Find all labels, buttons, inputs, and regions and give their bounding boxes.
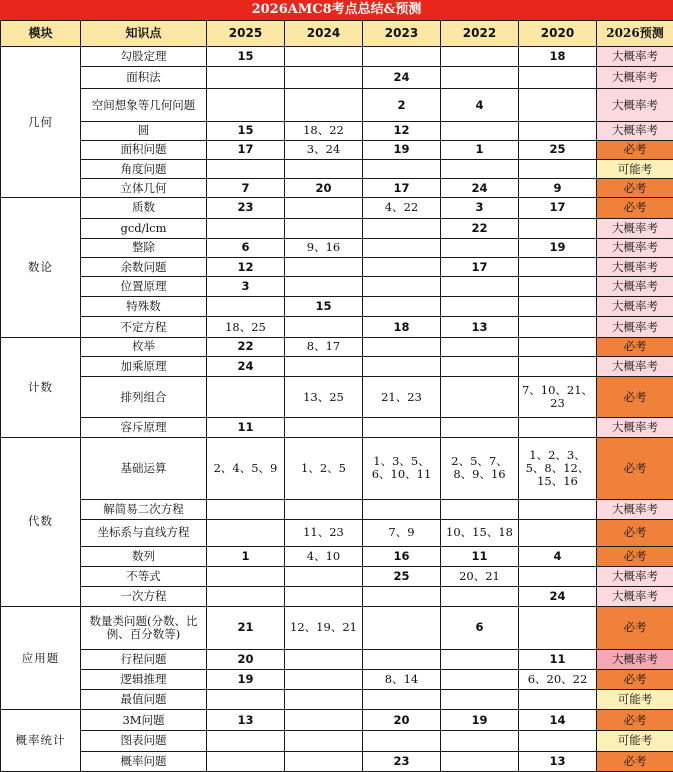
prediction-cell: 必考 xyxy=(597,337,673,356)
year-cell-2020 xyxy=(519,317,597,337)
year-cell-2025 xyxy=(207,731,285,751)
year-cell-2022 xyxy=(441,121,519,140)
year-cell-2025: 13 xyxy=(207,710,285,731)
year-cell-2024 xyxy=(285,198,363,218)
year-cell-2022 xyxy=(441,356,519,376)
table-row xyxy=(1,218,673,238)
year-cell-2020 xyxy=(519,566,597,586)
year-cell-2025 xyxy=(207,218,285,238)
year-cell-2022: 20、21 xyxy=(441,566,519,586)
header-year-2024: 2024 xyxy=(285,21,363,47)
header-year-2020: 2020 xyxy=(519,21,597,47)
year-cell-2024 xyxy=(285,67,363,89)
year-cell-2023 xyxy=(363,47,441,67)
topic-cell: 质数 xyxy=(81,198,207,218)
topic-cell: 勾股定理 xyxy=(81,47,207,67)
year-cell-2020: 11 xyxy=(519,649,597,669)
topic-cell: 数量类问题(分数、比例、百分数等) xyxy=(81,607,207,649)
topic-cell: 圆 xyxy=(81,121,207,140)
table-row xyxy=(1,377,673,418)
table-row xyxy=(1,520,673,546)
module-cell: 应用题 xyxy=(1,607,81,710)
year-cell-2024 xyxy=(285,731,363,751)
year-cell-2020: 17 xyxy=(519,198,597,218)
year-cell-2025: 18、25 xyxy=(207,317,285,337)
prediction-cell: 可能考 xyxy=(597,731,673,751)
year-cell-2025: 21 xyxy=(207,607,285,649)
year-cell-2025: 20 xyxy=(207,649,285,669)
year-cell-2024 xyxy=(285,649,363,669)
table-row xyxy=(1,337,673,356)
year-cell-2022 xyxy=(441,277,519,297)
year-cell-2024: 20 xyxy=(285,179,363,198)
prediction-cell: 大概率考 xyxy=(597,418,673,437)
year-cell-2020: 9 xyxy=(519,179,597,198)
year-cell-2022: 13 xyxy=(441,317,519,337)
prediction-cell: 必考 xyxy=(597,140,673,159)
module-cell: 几何 xyxy=(1,47,81,198)
year-cell-2024: 11、23 xyxy=(285,520,363,546)
year-cell-2022 xyxy=(441,751,519,771)
module-cell: 数论 xyxy=(1,198,81,337)
year-cell-2023 xyxy=(363,607,441,649)
year-cell-2020 xyxy=(519,689,597,709)
table-row xyxy=(1,67,673,89)
year-cell-2022 xyxy=(441,669,519,689)
year-cell-2023: 24 xyxy=(363,67,441,89)
year-cell-2022 xyxy=(441,377,519,418)
year-cell-2022: 17 xyxy=(441,257,519,276)
table-row xyxy=(1,751,673,771)
header-topic: 知识点 xyxy=(81,21,207,47)
prediction-cell: 必考 xyxy=(597,377,673,418)
year-cell-2024 xyxy=(285,710,363,731)
year-cell-2022 xyxy=(441,731,519,751)
year-cell-2025 xyxy=(207,160,285,179)
year-cell-2025: 17 xyxy=(207,140,285,159)
table-row xyxy=(1,689,673,709)
year-cell-2024: 15 xyxy=(285,297,363,317)
year-cell-2024 xyxy=(285,317,363,337)
topic-cell: gcd/lcm xyxy=(81,218,207,238)
prediction-cell: 大概率考 xyxy=(597,586,673,606)
year-cell-2022: 11 xyxy=(441,546,519,566)
year-cell-2022 xyxy=(441,297,519,317)
year-cell-2024 xyxy=(285,47,363,67)
topic-cell: 坐标系与直线方程 xyxy=(81,520,207,546)
prediction-cell: 大概率考 xyxy=(597,121,673,140)
prediction-cell: 大概率考 xyxy=(597,356,673,376)
year-cell-2023: 8、14 xyxy=(363,669,441,689)
year-cell-2023 xyxy=(363,238,441,257)
table-row xyxy=(1,649,673,669)
year-cell-2022: 4 xyxy=(441,89,519,121)
year-cell-2023 xyxy=(363,297,441,317)
topic-cell: 特殊数 xyxy=(81,297,207,317)
year-cell-2023: 7、9 xyxy=(363,520,441,546)
year-cell-2023: 18 xyxy=(363,317,441,337)
year-cell-2024 xyxy=(285,218,363,238)
topic-cell: 逻辑推理 xyxy=(81,669,207,689)
year-cell-2024 xyxy=(285,586,363,606)
prediction-cell: 大概率考 xyxy=(597,89,673,121)
year-cell-2022: 22 xyxy=(441,218,519,238)
year-cell-2022 xyxy=(441,649,519,669)
topic-cell: 一次方程 xyxy=(81,586,207,606)
year-cell-2025: 23 xyxy=(207,198,285,218)
prediction-cell: 必考 xyxy=(597,710,673,731)
prediction-cell: 必考 xyxy=(597,751,673,771)
year-cell-2023 xyxy=(363,356,441,376)
year-cell-2020 xyxy=(519,121,597,140)
year-cell-2020 xyxy=(519,67,597,89)
year-cell-2023: 1、3、5、6、10、11 xyxy=(363,437,441,500)
year-cell-2024: 13、25 xyxy=(285,377,363,418)
table-row xyxy=(1,586,673,606)
header-year-2023: 2023 xyxy=(363,21,441,47)
year-cell-2023 xyxy=(363,418,441,437)
year-cell-2024 xyxy=(285,669,363,689)
table-row xyxy=(1,257,673,276)
year-cell-2022: 6 xyxy=(441,607,519,649)
year-cell-2022 xyxy=(441,67,519,89)
table-row xyxy=(1,140,673,159)
topic-cell: 加乘原理 xyxy=(81,356,207,376)
prediction-cell: 大概率考 xyxy=(597,257,673,276)
year-cell-2024 xyxy=(285,566,363,586)
year-cell-2020 xyxy=(519,218,597,238)
topic-cell: 不定方程 xyxy=(81,317,207,337)
prediction-cell: 必考 xyxy=(597,669,673,689)
module-cell: 代数 xyxy=(1,437,81,607)
year-cell-2022 xyxy=(441,47,519,67)
prediction-cell: 大概率考 xyxy=(597,67,673,89)
year-cell-2025: 2、4、5、9 xyxy=(207,437,285,500)
year-cell-2020 xyxy=(519,337,597,356)
table-row xyxy=(1,669,673,689)
exam-topics-table xyxy=(0,20,673,772)
year-cell-2025 xyxy=(207,67,285,89)
year-cell-2024: 1、2、5 xyxy=(285,437,363,500)
year-cell-2024 xyxy=(285,500,363,520)
header-year-2022: 2022 xyxy=(441,21,519,47)
year-cell-2022 xyxy=(441,586,519,606)
table-row xyxy=(1,89,673,121)
year-cell-2022 xyxy=(441,238,519,257)
prediction-cell: 大概率考 xyxy=(597,317,673,337)
topic-cell: 角度问题 xyxy=(81,160,207,179)
prediction-cell: 必考 xyxy=(597,520,673,546)
year-cell-2023: 12 xyxy=(363,121,441,140)
year-cell-2024: 4、10 xyxy=(285,546,363,566)
year-cell-2020 xyxy=(519,418,597,437)
prediction-cell: 必考 xyxy=(597,607,673,649)
topic-cell: 3M问题 xyxy=(81,710,207,731)
year-cell-2023 xyxy=(363,586,441,606)
year-cell-2020 xyxy=(519,731,597,751)
year-cell-2024: 12、19、21 xyxy=(285,607,363,649)
year-cell-2022: 19 xyxy=(441,710,519,731)
prediction-cell: 必考 xyxy=(597,179,673,198)
topic-cell: 整除 xyxy=(81,238,207,257)
year-cell-2022: 24 xyxy=(441,179,519,198)
year-cell-2024: 18、22 xyxy=(285,121,363,140)
year-cell-2020: 7、10、21、23 xyxy=(519,377,597,418)
prediction-cell: 大概率考 xyxy=(597,500,673,520)
year-cell-2022: 2、5、7、8、9、16 xyxy=(441,437,519,500)
year-cell-2024 xyxy=(285,356,363,376)
year-cell-2025: 22 xyxy=(207,337,285,356)
topic-cell: 最值问题 xyxy=(81,689,207,709)
year-cell-2020: 24 xyxy=(519,586,597,606)
topic-cell: 图表问题 xyxy=(81,731,207,751)
table-row xyxy=(1,500,673,520)
prediction-cell: 可能考 xyxy=(597,160,673,179)
module-cell: 计数 xyxy=(1,337,81,437)
table-body xyxy=(1,47,673,772)
year-cell-2023 xyxy=(363,218,441,238)
year-cell-2025 xyxy=(207,751,285,771)
year-cell-2023: 25 xyxy=(363,566,441,586)
topic-cell: 空间想象等几何问题 xyxy=(81,89,207,121)
year-cell-2020 xyxy=(519,297,597,317)
year-cell-2023: 4、22 xyxy=(363,198,441,218)
year-cell-2025: 19 xyxy=(207,669,285,689)
topic-cell: 位置原理 xyxy=(81,277,207,297)
topic-cell: 立体几何 xyxy=(81,179,207,198)
table-row xyxy=(1,710,673,731)
table-row xyxy=(1,297,673,317)
year-cell-2020 xyxy=(519,277,597,297)
table-row xyxy=(1,317,673,337)
header-year-2025: 2025 xyxy=(207,21,285,47)
year-cell-2025 xyxy=(207,89,285,121)
year-cell-2023 xyxy=(363,731,441,751)
year-cell-2020 xyxy=(519,356,597,376)
prediction-cell: 必考 xyxy=(597,546,673,566)
year-cell-2025: 6 xyxy=(207,238,285,257)
topic-cell: 枚举 xyxy=(81,337,207,356)
topic-cell: 数列 xyxy=(81,546,207,566)
year-cell-2024 xyxy=(285,277,363,297)
topic-cell: 余数问题 xyxy=(81,257,207,276)
year-cell-2025 xyxy=(207,689,285,709)
table-row xyxy=(1,179,673,198)
topic-cell: 排列组合 xyxy=(81,377,207,418)
prediction-cell: 必考 xyxy=(597,198,673,218)
prediction-cell: 大概率考 xyxy=(597,297,673,317)
year-cell-2025 xyxy=(207,566,285,586)
year-cell-2025 xyxy=(207,520,285,546)
year-cell-2020: 4 xyxy=(519,546,597,566)
year-cell-2020: 14 xyxy=(519,710,597,731)
year-cell-2020: 18 xyxy=(519,47,597,67)
year-cell-2025: 15 xyxy=(207,47,285,67)
year-cell-2023 xyxy=(363,337,441,356)
year-cell-2020 xyxy=(519,500,597,520)
table-row xyxy=(1,607,673,649)
year-cell-2025: 15 xyxy=(207,121,285,140)
year-cell-2024 xyxy=(285,418,363,437)
table-row xyxy=(1,731,673,751)
year-cell-2020 xyxy=(519,520,597,546)
year-cell-2020: 1、2、3、5、8、12、15、16 xyxy=(519,437,597,500)
year-cell-2020: 19 xyxy=(519,238,597,257)
table-row xyxy=(1,47,673,67)
year-cell-2020 xyxy=(519,89,597,121)
year-cell-2024: 3、24 xyxy=(285,140,363,159)
prediction-cell: 大概率考 xyxy=(597,47,673,67)
year-cell-2020: 6、20、22 xyxy=(519,669,597,689)
year-cell-2024 xyxy=(285,89,363,121)
page-title: 2026AMC8考点总结&预测 xyxy=(0,0,673,20)
year-cell-2022 xyxy=(441,500,519,520)
year-cell-2025: 11 xyxy=(207,418,285,437)
year-cell-2024 xyxy=(285,751,363,771)
header-prediction: 2026预测 xyxy=(597,21,673,47)
topic-cell: 基础运算 xyxy=(81,437,207,500)
year-cell-2022: 10、15、18 xyxy=(441,520,519,546)
year-cell-2025: 1 xyxy=(207,546,285,566)
year-cell-2023: 16 xyxy=(363,546,441,566)
table-row xyxy=(1,198,673,218)
year-cell-2022 xyxy=(441,337,519,356)
year-cell-2023: 2 xyxy=(363,89,441,121)
prediction-cell: 大概率考 xyxy=(597,238,673,257)
year-cell-2025: 7 xyxy=(207,179,285,198)
year-cell-2020 xyxy=(519,607,597,649)
table-row xyxy=(1,437,673,500)
topic-cell: 容斥原理 xyxy=(81,418,207,437)
year-cell-2020: 13 xyxy=(519,751,597,771)
year-cell-2023 xyxy=(363,160,441,179)
prediction-cell: 大概率考 xyxy=(597,218,673,238)
year-cell-2022: 1 xyxy=(441,140,519,159)
header-row xyxy=(1,21,673,47)
year-cell-2022: 3 xyxy=(441,198,519,218)
table-row xyxy=(1,566,673,586)
prediction-cell: 大概率考 xyxy=(597,277,673,297)
year-cell-2023 xyxy=(363,649,441,669)
year-cell-2020 xyxy=(519,160,597,179)
year-cell-2023: 19 xyxy=(363,140,441,159)
year-cell-2023 xyxy=(363,277,441,297)
year-cell-2024 xyxy=(285,689,363,709)
prediction-cell: 大概率考 xyxy=(597,649,673,669)
topic-cell: 概率问题 xyxy=(81,751,207,771)
year-cell-2025 xyxy=(207,297,285,317)
year-cell-2024 xyxy=(285,257,363,276)
table-row xyxy=(1,160,673,179)
topic-cell: 行程问题 xyxy=(81,649,207,669)
module-cell: 概率统计 xyxy=(1,710,81,772)
year-cell-2023: 21、23 xyxy=(363,377,441,418)
year-cell-2025 xyxy=(207,377,285,418)
year-cell-2022 xyxy=(441,418,519,437)
topic-cell: 面积问题 xyxy=(81,140,207,159)
year-cell-2023 xyxy=(363,500,441,520)
topic-cell: 面积法 xyxy=(81,67,207,89)
year-cell-2022 xyxy=(441,160,519,179)
year-cell-2025: 12 xyxy=(207,257,285,276)
table-row xyxy=(1,546,673,566)
topic-cell: 不等式 xyxy=(81,566,207,586)
year-cell-2020: 25 xyxy=(519,140,597,159)
year-cell-2023: 17 xyxy=(363,179,441,198)
header-module: 模块 xyxy=(1,21,81,47)
prediction-cell: 大概率考 xyxy=(597,566,673,586)
year-cell-2024: 8、17 xyxy=(285,337,363,356)
prediction-cell: 可能考 xyxy=(597,689,673,709)
year-cell-2023 xyxy=(363,689,441,709)
prediction-cell: 必考 xyxy=(597,437,673,500)
table-row xyxy=(1,121,673,140)
year-cell-2023: 20 xyxy=(363,710,441,731)
year-cell-2024: 9、16 xyxy=(285,238,363,257)
table-row xyxy=(1,238,673,257)
year-cell-2023: 23 xyxy=(363,751,441,771)
year-cell-2020 xyxy=(519,257,597,276)
table-row xyxy=(1,277,673,297)
year-cell-2025 xyxy=(207,586,285,606)
topic-cell: 解简易二次方程 xyxy=(81,500,207,520)
year-cell-2025: 3 xyxy=(207,277,285,297)
year-cell-2022 xyxy=(441,689,519,709)
year-cell-2023 xyxy=(363,257,441,276)
year-cell-2024 xyxy=(285,160,363,179)
table-row xyxy=(1,356,673,376)
year-cell-2025: 24 xyxy=(207,356,285,376)
year-cell-2025 xyxy=(207,500,285,520)
table-row xyxy=(1,418,673,437)
